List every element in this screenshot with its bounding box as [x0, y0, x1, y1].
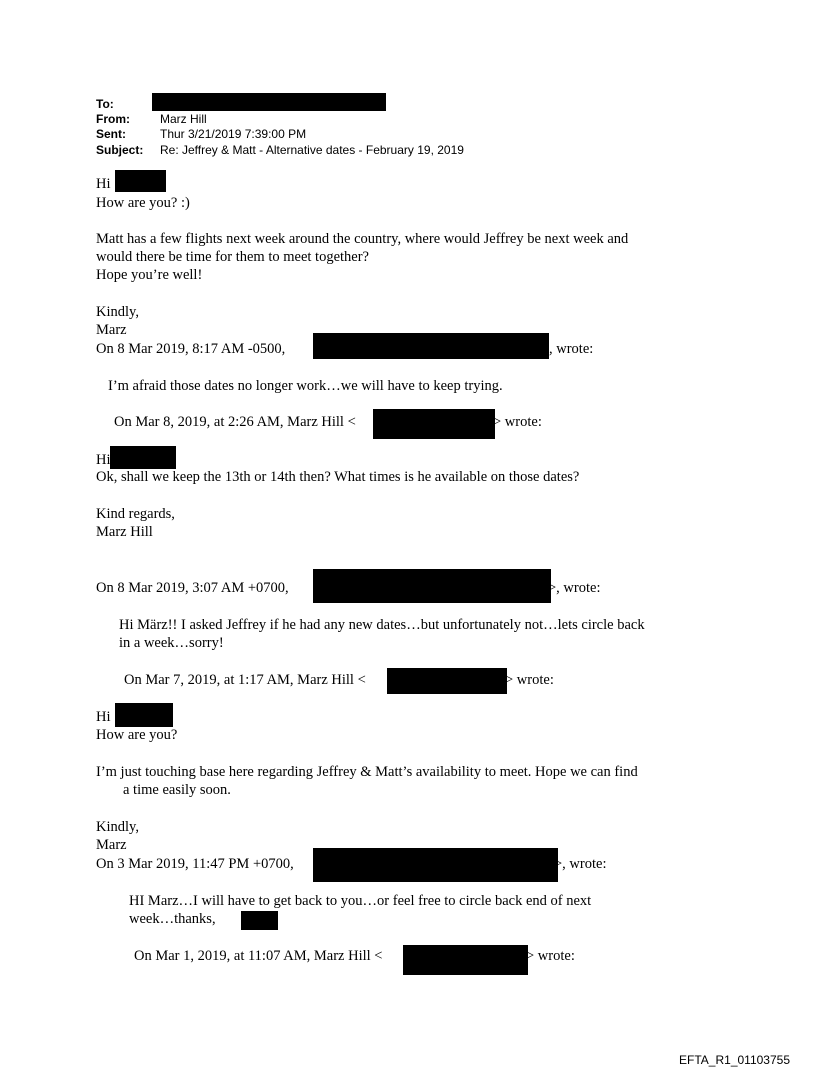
signature: Marz: [96, 837, 127, 853]
document-id: EFTA_R1_01103755: [679, 1053, 790, 1067]
quote-header-tail: >, wrote:: [548, 580, 601, 596]
body-line: Hi März!! I asked Jeffrey if he had any new dates…but unfortunately not…lets circle back: [119, 617, 645, 633]
quote-header: On Mar 7, 2019, at 1:17 AM, Marz Hill <: [124, 672, 366, 688]
redaction-bar: [241, 911, 278, 930]
greeting: Hi: [96, 176, 111, 192]
redaction-bar: [403, 945, 528, 975]
body-line: in a week…sorry!: [119, 635, 224, 651]
body-line: How are you?: [96, 727, 178, 743]
quote-header: On 8 Mar 2019, 3:07 AM +0700,: [96, 580, 289, 596]
subject-label: Subject:: [96, 143, 144, 157]
quote-header-tail: > wrote:: [526, 948, 575, 964]
quote-header-tail: > wrote:: [505, 672, 554, 688]
quote-header: On Mar 8, 2019, at 2:26 AM, Marz Hill <: [114, 414, 356, 430]
body-line: Hope you’re well!: [96, 267, 203, 283]
redaction-bar: [373, 409, 495, 439]
body-line: Ok, shall we keep the 13th or 14th then? What times is he available on those dates?: [96, 469, 580, 485]
sent-value: Thur 3/21/2019 7:39:00 PM: [160, 127, 307, 141]
redaction-bar: [313, 848, 558, 882]
subject-value: Re: Jeffrey & Matt - Alternative dates - February 19, 2019: [160, 143, 464, 157]
quote-header-tail: , wrote:: [549, 341, 594, 357]
body-line: I’m just touching base here regarding Jeffrey & Matt’s availability to meet. Hope we can find: [96, 764, 638, 780]
quote-header-tail: >, wrote:: [554, 856, 607, 872]
body-line: HI Marz…I will have to get back to you…or feel free to circle back end of next: [129, 893, 592, 909]
redaction-bar: [313, 569, 551, 603]
body-line: would there be time for them to meet together?: [96, 249, 369, 265]
redaction-bar: [152, 93, 386, 111]
quote-header: On Mar 1, 2019, at 11:07 AM, Marz Hill <: [134, 948, 383, 964]
signoff: Kindly,: [96, 304, 139, 320]
sent-label: Sent:: [96, 127, 126, 141]
from-label: From:: [96, 112, 130, 126]
greeting: Hi: [96, 452, 111, 468]
body-line: a time easily soon.: [123, 782, 231, 798]
redaction-bar: [387, 668, 507, 694]
redaction-bar: [115, 703, 173, 727]
quote-header-tail: > wrote:: [493, 414, 542, 430]
redaction-bar: [313, 333, 549, 359]
to-label: To:: [96, 97, 114, 111]
from-value: Marz Hill: [160, 112, 207, 126]
quote-header: On 3 Mar 2019, 11:47 PM +0700,: [96, 856, 294, 872]
greeting: Hi: [96, 709, 111, 725]
signature: Marz Hill: [96, 524, 153, 540]
body-line: Matt has a few flights next week around the country, where would Jeffrey be next week and: [96, 231, 629, 247]
signoff: Kindly,: [96, 819, 139, 835]
body-line: I’m afraid those dates no longer work…we will have to keep trying.: [108, 378, 503, 394]
redaction-bar: [115, 170, 166, 192]
body-line: week…thanks,: [129, 911, 216, 927]
signature: Marz: [96, 322, 127, 338]
redaction-bar: [110, 446, 176, 469]
quote-header: On 8 Mar 2019, 8:17 AM -0500,: [96, 341, 286, 357]
signoff: Kind regards,: [96, 506, 175, 522]
body-line: How are you? :): [96, 195, 190, 211]
